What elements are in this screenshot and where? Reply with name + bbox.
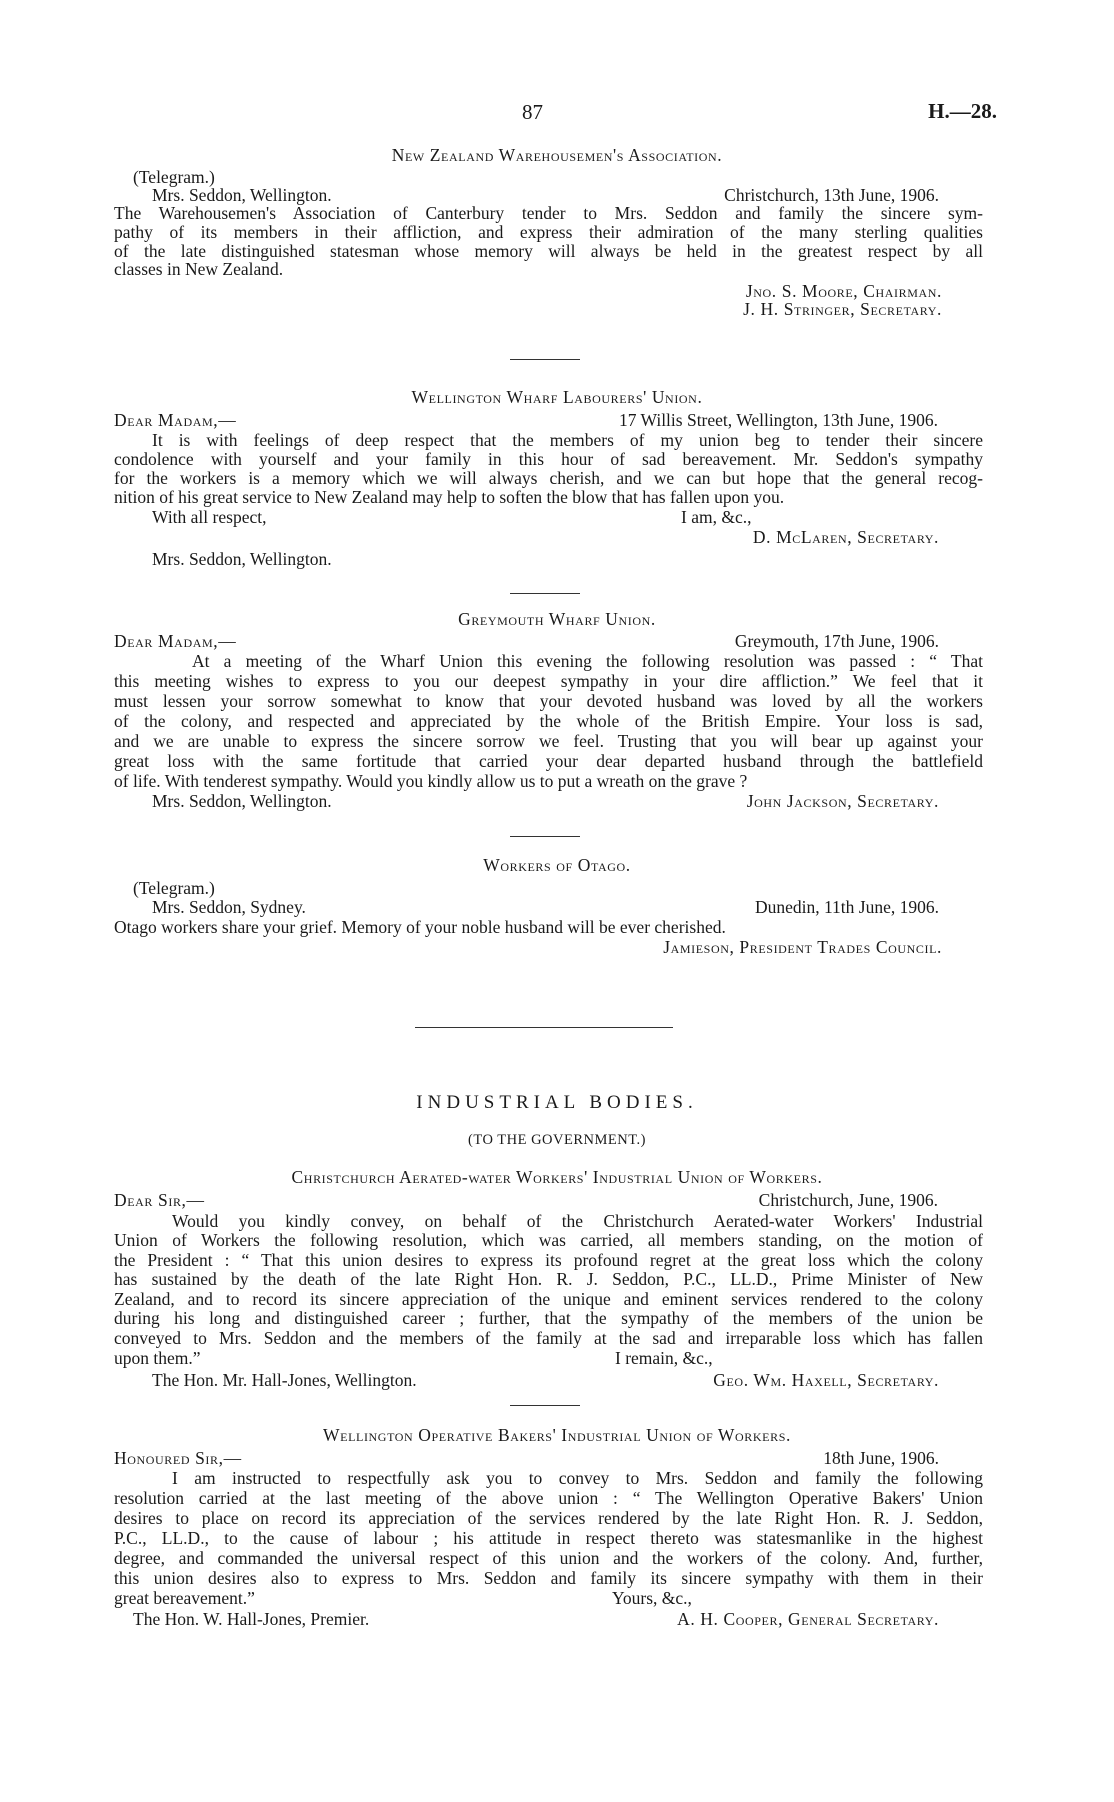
place-date: 18th June, 1906. <box>823 1448 939 1468</box>
part-divider <box>415 1027 673 1028</box>
body-line: upon them.” <box>114 1348 201 1368</box>
place-date: Greymouth, 17th June, 1906. <box>734 631 939 651</box>
body-line: desires to place on record its appreciation of the services rendered by the late Right Hon. R. J. Seddon, <box>114 1508 983 1528</box>
section-divider <box>510 836 580 837</box>
body-line: has sustained by the death of the late Right Hon. R. J. Seddon, P.C., LL.D., Prime Minister of New <box>114 1269 983 1289</box>
body-line: conveyed to Mrs. Seddon and the members of the family at the sad and irreparable loss which has fallen <box>114 1328 983 1348</box>
place-date: 17 Willis Street, Wellington, 13th June, 1906. <box>618 410 938 430</box>
place-date: Dunedin, 11th June, 1906. <box>754 897 939 917</box>
body-line: of the late distinguished statesman whose memory will always be held in the greatest respect by all <box>114 241 983 261</box>
body-line: great bereavement.” <box>114 1588 255 1608</box>
body-line: great loss with the same fortitude that carried your dear departed husband through the battlefield <box>114 751 983 771</box>
salutation: Dear Madam,— <box>114 410 237 430</box>
section-title-operative-bakers: Wellington Operative Bakers' Industrial Union of Workers. <box>323 1425 791 1445</box>
body-line: Otago workers share your grief. Memory of your noble husband will be ever cherished. <box>114 917 726 937</box>
place-date: Christchurch, 13th June, 1906. <box>724 185 939 205</box>
body-line: for the workers is a memory which we will always cherish, and we can but hope that the general recog- <box>114 468 983 488</box>
telegram-note: (Telegram.) <box>133 167 215 187</box>
body-line: and we are unable to express the sincere sorrow we feel. Trusting that you will bear up against your <box>114 731 983 751</box>
body-line: classes in New Zealand. <box>114 259 284 279</box>
body-line: It is with feelings of deep respect that the members of my union beg to tender their sincere <box>152 430 983 450</box>
section-divider <box>510 593 580 594</box>
body-line: P.C., LL.D., to the cause of labour ; his attitude in respect thereto was statesmanlike in the highest <box>114 1528 983 1548</box>
body-line: of the colony, and respected and appreciated by the whole of the British Empire. Your loss is sad, <box>114 711 983 731</box>
section-title-wharf-labourers: Wellington Wharf Labourers' Union. <box>411 387 703 407</box>
body-line: must lessen your sorrow somewhat to know that your devoted husband was loved by all the workers <box>114 691 983 711</box>
addressee: Mrs. Seddon, Wellington. <box>152 549 332 569</box>
signature: Jamieson, President Trades Council. <box>663 937 942 957</box>
body-line: At a meeting of the Wharf Union this evening the following resolution was passed : “ That <box>192 651 983 671</box>
body-line: Union of Workers the following resolution, which was carried, all members standing, on the motion of <box>114 1230 983 1250</box>
heading-industrial-bodies: INDUSTRIAL BODIES. <box>416 1092 698 1113</box>
body-line: degree, and commanded the universal respect of this union and the workers of the colony. And, further, <box>114 1548 983 1568</box>
signature: A. H. Cooper, General Secretary. <box>677 1609 939 1629</box>
addressee: The Hon. Mr. Hall-Jones, Wellington. <box>152 1370 417 1390</box>
closing: I am, &c., <box>681 507 752 527</box>
body-line: of life. With tenderest sympathy. Would you kindly allow us to put a wreath on the grave ? <box>114 771 748 791</box>
body-line: resolution carried at the last meeting of the above union : “ The Wellington Operative Bakers' Union <box>114 1488 983 1508</box>
body-line: condolence with yourself and your family in this hour of sad bereavement. Mr. Seddon's sympathy <box>114 449 983 469</box>
body-line: the President : “ That this union desires to express its profound regret at the great loss which the colony <box>114 1250 983 1270</box>
closing: Yours, &c., <box>612 1588 692 1608</box>
section-divider <box>510 359 580 360</box>
salutation: Dear Madam,— <box>114 631 237 651</box>
section-title-greymouth: Greymouth Wharf Union. <box>458 609 656 629</box>
body-line: pathy of its members in their affliction, and express their admiration of the many sterling qualities <box>114 222 983 242</box>
addressee: Mrs. Seddon, Sydney. <box>152 897 306 917</box>
body-line: Would you kindly convey, on behalf of the Christchurch Aerated-water Workers' Industrial <box>172 1211 983 1231</box>
body-line: I am instructed to respectfully ask you to convey to Mrs. Seddon and family the following <box>172 1468 983 1488</box>
salutation: Honoured Sir,— <box>114 1448 242 1468</box>
body-line: during his long and distinguished career ; further, that the sympathy of the members of the union be <box>114 1308 983 1328</box>
section-title-otago: Workers of Otago. <box>483 855 631 875</box>
addressee: The Hon. W. Hall-Jones, Premier. <box>133 1609 370 1629</box>
body-line: this meeting wishes to express to you our deepest sympathy in your dire affliction.” We feel that it <box>114 671 983 691</box>
addressee: Mrs. Seddon, Wellington. <box>152 791 332 811</box>
telegram-note: (Telegram.) <box>133 878 215 898</box>
section-title-aerated-water: Christchurch Aerated-water Workers' Industrial Union of Workers. <box>291 1167 823 1187</box>
body-line: The Warehousemen's Association of Canterbury tender to Mrs. Seddon and family the sincere sym- <box>114 203 983 223</box>
body-line: Zealand, and to record its sincere appreciation of the unique and eminent services rendered to the colony <box>114 1289 983 1309</box>
signature: John Jackson, Secretary. <box>746 791 939 811</box>
signature: Geo. Wm. Haxell, Secretary. <box>713 1370 939 1390</box>
signature: D. McLaren, Secretary. <box>752 527 939 547</box>
closing: With all respect, <box>152 507 267 527</box>
salutation: Dear Sir,— <box>114 1190 205 1210</box>
subheading: (TO THE GOVERNMENT.) <box>468 1132 646 1148</box>
section-title-warehousemen: New Zealand Warehousemen's Association. <box>391 145 723 165</box>
place-date: Christchurch, June, 1906. <box>758 1190 938 1210</box>
body-line: this union desires also to express to Mrs. Seddon and family its sincere sympathy with them in their <box>114 1568 983 1588</box>
body-line: nition of his great service to New Zealand may help to soften the blow that has fallen upon you. <box>114 487 785 507</box>
section-divider <box>510 1405 580 1406</box>
signature-secretary: J. H. Stringer, Secretary. <box>743 299 942 319</box>
closing: I remain, &c., <box>615 1348 713 1368</box>
document-reference: H.—28. <box>928 99 997 123</box>
signature-chairman: Jno. S. Moore, Chairman. <box>745 281 942 301</box>
page-number: 87 <box>522 100 543 124</box>
addressee: Mrs. Seddon, Wellington. <box>152 185 332 205</box>
